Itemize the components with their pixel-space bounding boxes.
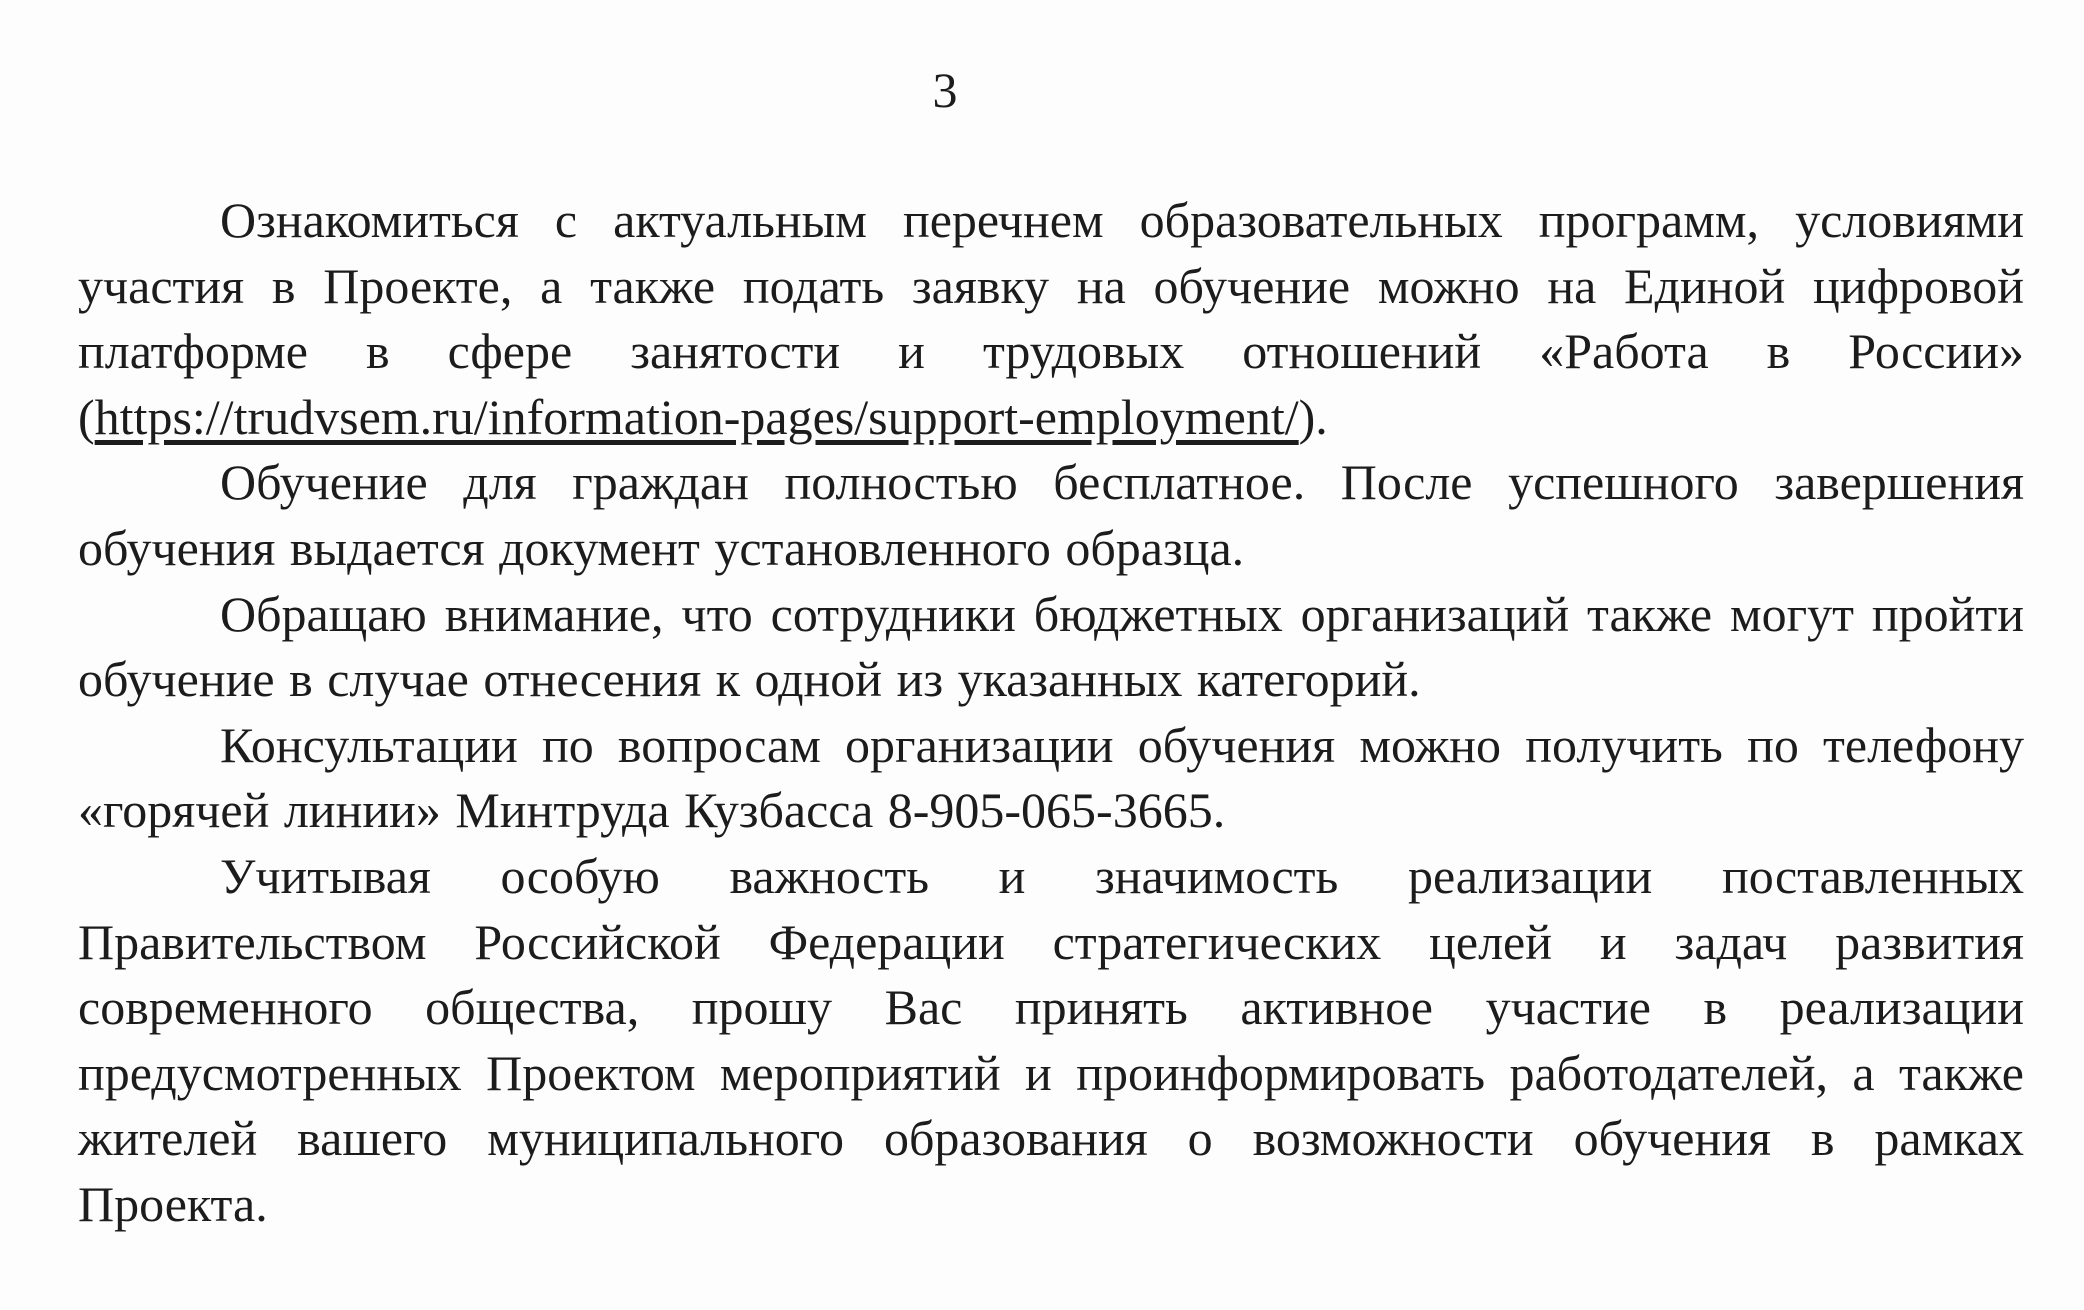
- paragraph-text: Ознакомиться с актуальным перечнем образовательных программ, условиями участия в Проекте, а также подать заявку на обучение можно на Единой цифровой платформе в сфере занятости и трудовых отношений «Работа в России» (: [78, 192, 2024, 445]
- trudvsem-link[interactable]: https://trudvsem.ru/information-pages/support-employment/: [94, 388, 1299, 445]
- paragraph-hotline: Консультации по вопросам организации обучения можно получить по телефону «горячей линии» Минтруда Кузбасса 8-905-065-3665.: [78, 716, 2024, 839]
- paragraph-education-programs: [78, 188, 2024, 450]
- paragraph-budget-employees: Обращаю внимание, что сотрудники бюджетных организаций также могут пройти обучение в случае отнесения к одной из указанных категорий.: [78, 585, 2024, 708]
- document-body: [78, 188, 2024, 1238]
- paragraph-text: ).: [1298, 388, 1328, 445]
- paragraph-request: Учитывая особую важность и значимость реализации поставленных Правительством Российской Федерации стратегических целей и задач развития современного общества, прошу Вас принять активное участие в реализации предусмотренных Проектом мероприятий и проинформировать работодателей, а также жителей вашего муниципального образования о возможности обучения в рамках Проекта.: [78, 847, 2024, 1232]
- paragraph-free-education: Обучение для граждан полностью бесплатное. После успешного завершения обучения выдается документ установленного образца.: [78, 454, 2024, 576]
- page-number: 3: [932, 62, 958, 118]
